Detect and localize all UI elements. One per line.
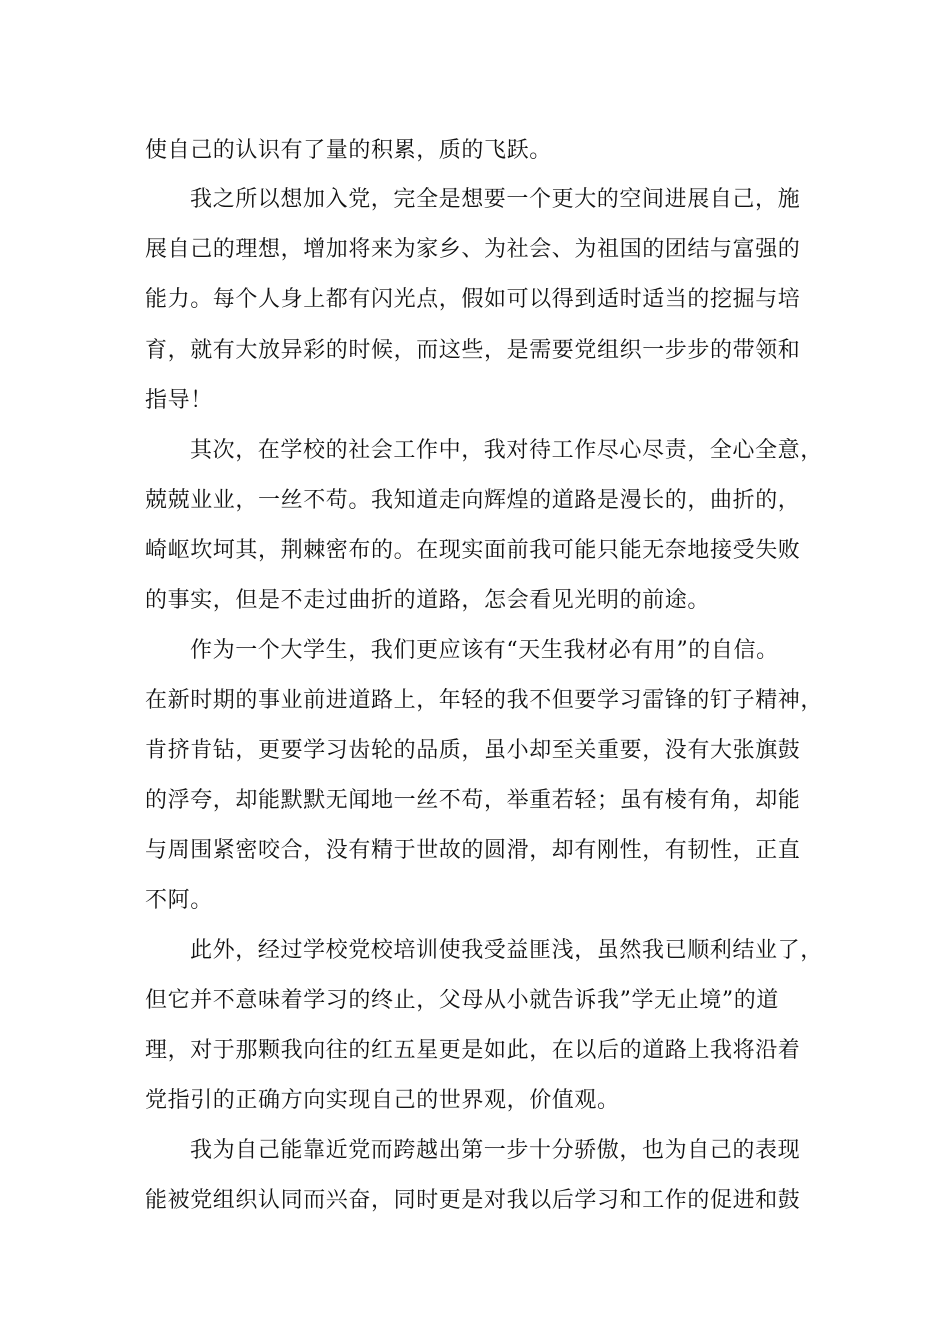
text-line: 兢兢业业，一丝不苟。我知道走向辉煌的道路是漫长的，曲折的， <box>145 488 801 513</box>
text-line: 能被党组织认同而兴奋，同时更是对我以后学习和工作的促进和鼓 <box>145 1188 801 1213</box>
text-line: 不阿。 <box>145 888 213 913</box>
text-line: 能力。每个人身上都有闪光点，假如可以得到适时适当的挖掘与培 <box>145 287 801 312</box>
paragraph-first-line: 我为自己能靠近党而跨越出第一步十分骄傲，也为自己的表现 <box>190 1138 801 1163</box>
text-line: 的浮夸，却能默默无闻地一丝不苟，举重若轻；虽有棱有角，却能 <box>145 788 801 813</box>
text-line: 展自己的理想，增加将来为家乡、为社会、为祖国的团结与富强的 <box>145 237 801 262</box>
text-line: 崎岖坎坷其，荆棘密布的。在现实面前我可能只能无奈地接受失败 <box>145 538 801 563</box>
text-line: 在新时期的事业前进道路上，年轻的我不但要学习雷锋的钉子精神， <box>145 688 824 713</box>
paragraph-first-line: 此外，经过学校党校培训使我受益匪浅，虽然我已顺利结业了， <box>190 938 823 963</box>
paragraph-first-line: 其次，在学校的社会工作中，我对待工作尽心尽责，全心全意， <box>190 438 823 463</box>
text-line: 理，对于那颗我向往的红五星更是如此，在以后的道路上我将沿着 <box>145 1038 801 1063</box>
text-line: 但它并不意味着学习的终止，父母从小就告诉我”学无止境”的道 <box>145 988 779 1013</box>
text-line: 的事实，但是不走过曲折的道路，怎会看见光明的前途。 <box>145 588 711 613</box>
text-line: 党指引的正确方向实现自己的世界观，价值观。 <box>145 1088 620 1113</box>
text-line: 育，就有大放异彩的时候，而这些，是需要党组织一步步的带领和 <box>145 338 801 363</box>
text-line: 指导！ <box>145 388 213 413</box>
text-line: 使自己的认识有了量的积累，质的飞跃。 <box>145 138 552 163</box>
text-line: 与周围紧密咬合，没有精于世故的圆滑，却有刚性，有韧性，正直 <box>145 838 801 863</box>
paragraph-first-line: 我之所以想加入党，完全是想要一个更大的空间进展自己，施 <box>190 187 801 212</box>
paragraph-first-line: 作为一个大学生，我们更应该有“天生我材必有用”的自信。 <box>190 638 779 663</box>
text-line: 肯挤肯钻，更要学习齿轮的品质，虽小却至关重要，没有大张旗鼓 <box>145 738 801 763</box>
